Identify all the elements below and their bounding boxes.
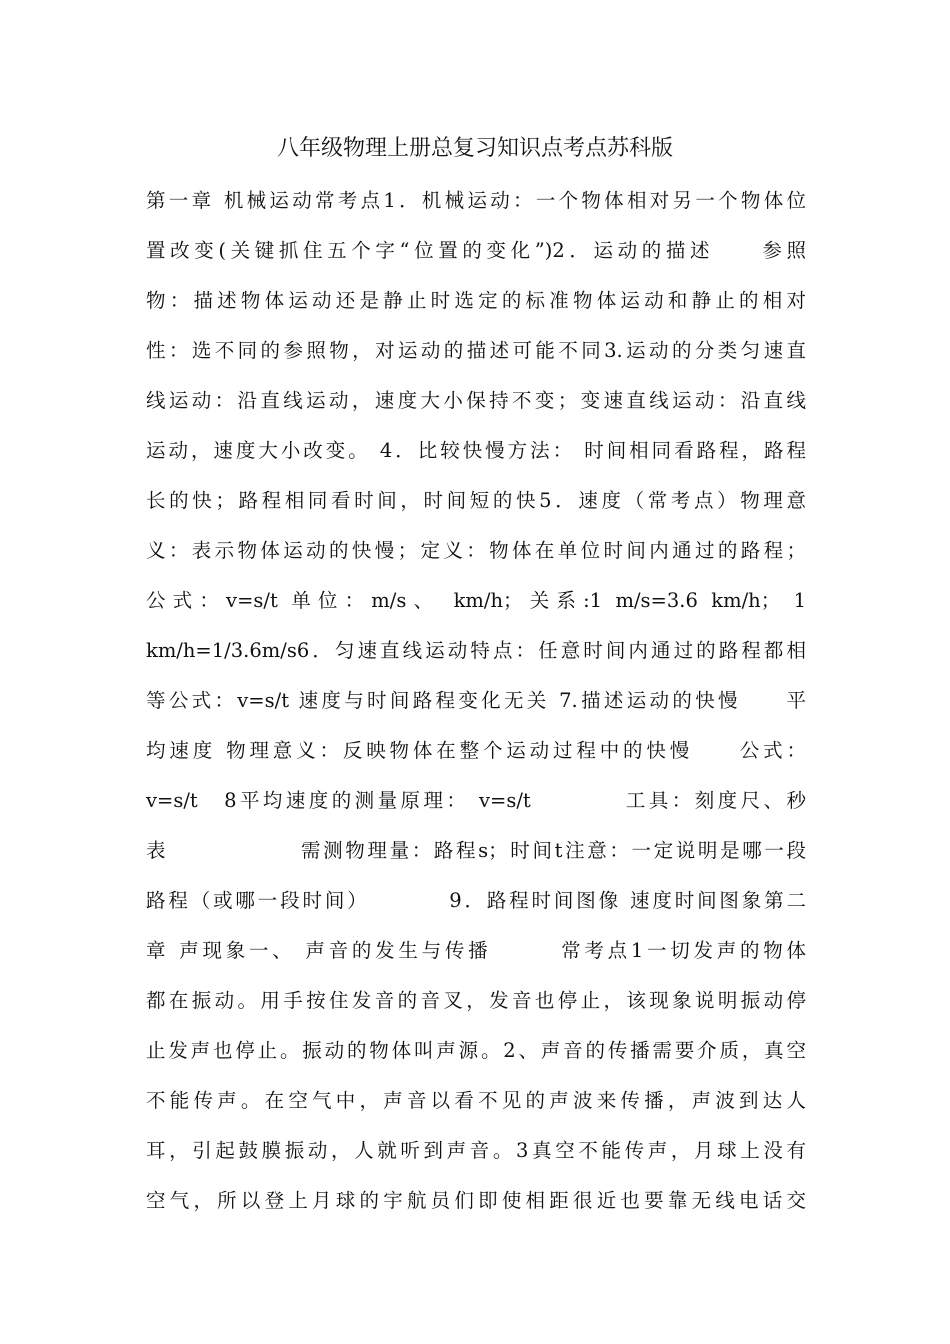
body-line: 表 需测物理量：路程s；时间t注意：一定说明是哪一段 <box>146 839 806 862</box>
body-line: 等公式：v=s/t 速度与时间路程变化无关 7.描述运动的快慢 平 <box>146 689 806 712</box>
body-line: 线运动：沿直线运动，速度大小保持不变；变速直线运动：沿直线 <box>146 389 806 412</box>
body-line: v=s/t 8平均速度的测量原理： v=s/t 工具：刻度尺、秒 <box>146 789 806 812</box>
body-line: 置改变(关键抓住五个字“位置的变化”)2．运动的描述 参照 <box>146 239 806 262</box>
body-line: 耳，引起鼓膜振动，人就听到声音。3真空不能传声，月球上没有 <box>146 1139 806 1162</box>
body-line: 第一章 机械运动常考点1．机械运动：一个物体相对另一个物体位 <box>146 189 806 212</box>
body-line: 空气，所以登上月球的宇航员们即使相距很近也要靠无线电话交 <box>146 1189 806 1212</box>
body-line: 均速度 物理意义：反映物体在整个运动过程中的快慢 公式： <box>146 739 806 762</box>
body-line: 章 声现象一、 声音的发生与传播 常考点1一切发声的物体 <box>146 939 806 962</box>
body-line: 物：描述物体运动还是静止时选定的标准物体运动和静止的相对 <box>146 289 806 312</box>
body-line: 义：表示物体运动的快慢；定义：物体在单位时间内通过的路程； <box>146 539 806 562</box>
body-line: 运动，速度大小改变。 4．比较快慢方法： 时间相同看路程，路程 <box>146 439 806 462</box>
body-line: 长的快；路程相同看时间，时间短的快5．速度（常考点）物理意 <box>146 489 806 512</box>
body-line: 路程（或哪一段时间） 9．路程时间图像 速度时间图象第二 <box>146 889 806 912</box>
body-line: 止发声也停止。振动的物体叫声源。2、声音的传播需要介质，真空 <box>146 1039 806 1062</box>
body-line: 都在振动。用手按住发音的音叉，发音也停止，该现象说明振动停 <box>146 989 806 1012</box>
body-line: 性：选不同的参照物，对运动的描述可能不同3.运动的分类匀速直 <box>146 339 806 362</box>
body-line: 不能传声。在空气中，声音以看不见的声波来传播，声波到达人 <box>146 1089 806 1112</box>
document-body <box>146 180 806 1230</box>
body-line: 公式：v=s/t 单位：m/s、 km/h；关系:1 m/s=3.6 km/h； 1 <box>146 589 806 612</box>
body-line: km/h=1/3.6m/s6．匀速直线运动特点：任意时间内通过的路程都相 <box>146 639 806 662</box>
document-title: 八年级物理上册总复习知识点考点苏科版 <box>276 136 673 161</box>
